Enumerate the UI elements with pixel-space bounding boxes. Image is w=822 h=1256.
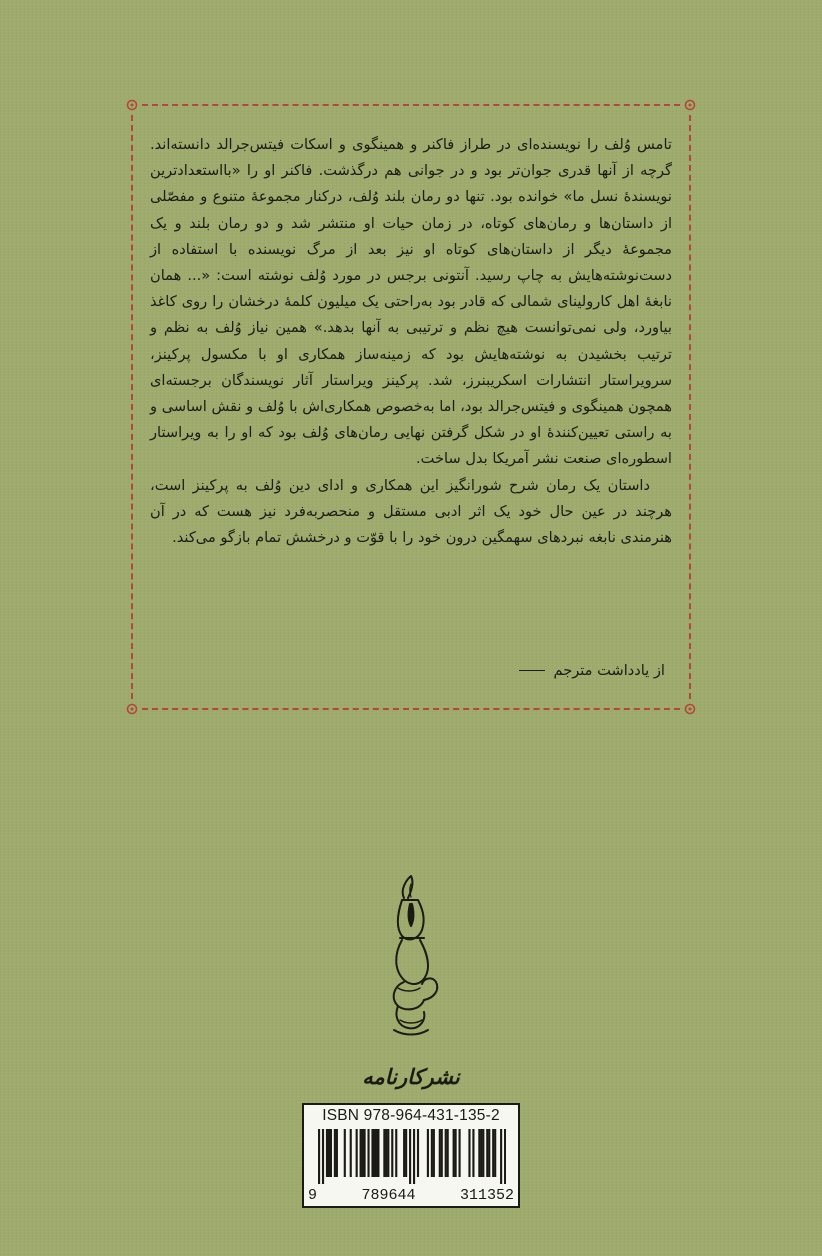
- frame-bottom-border: [142, 708, 680, 710]
- barcode-bar: [350, 1129, 352, 1177]
- barcode-bar: [459, 1129, 461, 1177]
- barcode-bar: [453, 1129, 455, 1177]
- frame-right-border: [689, 115, 691, 699]
- barcode-bar: [377, 1129, 379, 1177]
- barcode-bar: [395, 1129, 397, 1177]
- corner-ornament-icon: [683, 98, 697, 112]
- barcode-bar: [417, 1129, 419, 1177]
- barcode-bar: [387, 1129, 389, 1177]
- barcode-bar: [445, 1129, 447, 1177]
- barcode-bar: [482, 1129, 484, 1177]
- barcode-bar: [447, 1129, 449, 1177]
- attribution-dash: [519, 670, 545, 671]
- isbn-barcode-block: [302, 1103, 520, 1208]
- barcode-digits-right: 311352: [459, 1187, 514, 1204]
- barcode-bar: [364, 1129, 366, 1177]
- attribution: [519, 662, 665, 679]
- barcode-bar: [383, 1129, 385, 1177]
- barcode-bar: [478, 1129, 480, 1177]
- barcode-bar: [334, 1129, 336, 1177]
- barcode-bar: [486, 1129, 488, 1177]
- barcode-bar: [375, 1129, 377, 1177]
- barcode-bar: [468, 1129, 470, 1177]
- barcode-bar: [391, 1129, 393, 1177]
- oil-lamp-icon: [364, 870, 458, 1060]
- barcode-bar: [413, 1129, 415, 1184]
- barcode-bar: [328, 1129, 330, 1177]
- barcode-bar: [439, 1129, 441, 1177]
- barcode-bar: [409, 1129, 411, 1184]
- corner-ornament-icon: [683, 702, 697, 716]
- barcode-bar: [367, 1129, 369, 1177]
- barcode-bar: [373, 1129, 375, 1177]
- frame-left-border: [131, 115, 133, 699]
- barcode-bar: [494, 1129, 496, 1177]
- barcode-bar: [362, 1129, 364, 1177]
- corner-ornament-icon: [125, 702, 139, 716]
- blurb-paragraph-2: داستان یک رمان شرح شورانگیز این همکاری و ادای دین وُلف به پرکینز است، هرچند در عین حال خود یک اثر ادبی مستقل و منحصربه‌فرد نیز هست که در آن هنرمندی نابغه نبردهای سهمگین درون خود را با قوّت و درخشش تمام بازگو می‌کند.: [150, 476, 672, 547]
- frame-top-border: [142, 104, 680, 106]
- barcode-bar: [322, 1129, 324, 1184]
- barcode-bar: [500, 1129, 502, 1184]
- barcode-bar: [403, 1129, 405, 1177]
- barcode-bar: [360, 1129, 362, 1177]
- barcode-digits-left: 789644: [361, 1187, 416, 1204]
- barcode-bar: [405, 1129, 407, 1177]
- publisher-name: نشرکارنامه: [362, 1064, 460, 1089]
- barcode-digit-lead: 9: [308, 1187, 318, 1204]
- barcode-bar: [431, 1129, 433, 1177]
- barcode-bar: [492, 1129, 494, 1177]
- barcode: [318, 1129, 506, 1184]
- isbn-label: ISBN 978-964-431-135-2: [322, 1107, 500, 1124]
- barcode-bar: [455, 1129, 457, 1177]
- barcode-bar: [433, 1129, 435, 1177]
- attribution-text: از یادداشت مترجم: [553, 662, 665, 679]
- barcode-bar: [356, 1129, 358, 1177]
- barcode-digits: [308, 1187, 514, 1204]
- blurb-paragraph-1: تامس وُلف را نویسنده‌ای در طراز فاکنر و همینگوی و اسکات فیتس‌جرالد دانسته‌اند. گرچه از آنها قدری جوان‌تر بود و در جوانی هم درگذشت. فاکنر او را «بااستعدادترین نویسندهٔ نسل ما» خوانده بود. تنها دو رمان بلند وُلف، درکنار مجموعهٔ متنوع و مفصّلی از داستان‌ها و رمان‌های کوتاه، در زمان حیات او منتشر شد و دو رمان بلند و یک مجموعهٔ دیگر از داستان‌های کوتاه او نیز بعد از مرگ نویسنده با استفاده از دست‌نوشته‌هایش به چاپ رسید. آنتونی برجس در مورد وُلف نوشته است: «... همان نابغهٔ اهل کارولینای شمالی که قادر بود به‌راحتی یک میلیون کلمهٔ درخشان را روی کاغذ بیاورد، ولی نمی‌توانست هیچ نظم و ترتیبی به آنها بدهد.» همین نیاز وُلف به نظم و ترتیب بخشیدن به نوشته‌هایش بود که زمینه‌ساز همکاری او با مکسول پرکینز، سرویراستار انتشارات اسکریبنرز، شد. پرکینز ویراستار آثار نویسندگان برجسته‌ای همچون همینگوی و فیتس‌جرالد بود، اما به‌خصوص همکاری‌اش با وُلف و نقش اساسی و به راستی تعیین‌کنندهٔ او در شکل گرفتن نهایی رمان‌های وُلف بود که او را به ویراستار اسطوره‌ای صنعت نشر آمریکا بدل ساخت.: [150, 136, 672, 468]
- back-cover-blurb: [150, 132, 672, 551]
- barcode-bar: [385, 1129, 387, 1177]
- barcode-bar: [427, 1129, 429, 1177]
- barcode-bar: [344, 1129, 346, 1177]
- barcode-bar: [326, 1129, 328, 1177]
- barcode-bar: [371, 1129, 373, 1177]
- barcode-bar: [441, 1129, 443, 1177]
- barcode-bar: [472, 1129, 474, 1177]
- barcode-bar: [336, 1129, 338, 1177]
- barcode-bar: [318, 1129, 320, 1184]
- barcode-bar: [488, 1129, 490, 1177]
- barcode-bar: [330, 1129, 332, 1177]
- corner-ornament-icon: [125, 98, 139, 112]
- barcode-bar: [504, 1129, 506, 1184]
- barcode-bar: [480, 1129, 482, 1177]
